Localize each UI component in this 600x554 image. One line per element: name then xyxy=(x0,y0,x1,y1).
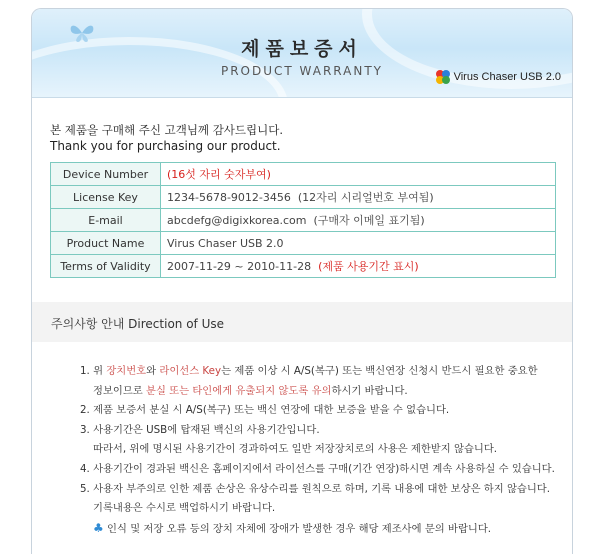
thanks-en: Thank you for purchasing our product. xyxy=(50,139,281,153)
list-item xyxy=(80,362,550,382)
warranty-header xyxy=(32,9,572,98)
thanks-message xyxy=(50,122,283,154)
item-number: 1. xyxy=(80,365,90,377)
list-item-continuation: 따라서, 위에 명시된 사용기간이 경과하여도 일반 저장장치로의 사용은 제한받지 않습니다. xyxy=(93,443,498,456)
email-label: E-mail xyxy=(51,209,161,232)
direction-list xyxy=(80,362,555,539)
device-number-label: Device Number xyxy=(51,163,161,186)
page-subtitle: PRODUCT WARRANTY xyxy=(220,64,384,78)
item-text: 하시기 바랍니다. xyxy=(331,384,408,397)
product-info-table xyxy=(50,162,556,278)
product-name-text: Virus Chaser USB 2.0 xyxy=(167,236,284,250)
email-text: abcdefg@digixkorea.com xyxy=(167,214,307,227)
validity-value xyxy=(161,255,556,278)
notice-item xyxy=(80,519,550,540)
email-note: (구매자 이메일 표기됨) xyxy=(313,214,425,227)
validity-text: 2007-11-29 ~ 2010-11-28 xyxy=(167,260,312,273)
item-text: 는 제품 이상 시 A/S(복구) 또는 백신연장 신청시 반드시 필요한 중요한 xyxy=(221,365,538,377)
table-row xyxy=(51,232,556,255)
item-text: 와 xyxy=(146,365,160,377)
product-name-label: Product Name xyxy=(51,232,161,255)
list-item-continuation: 기록내용은 수시로 백업하시기 바랍니다. xyxy=(93,502,276,515)
virus-chaser-logo-icon xyxy=(435,69,451,85)
highlight-text: 라이선스 Key xyxy=(159,365,222,377)
list-item-continuation xyxy=(80,382,550,402)
table-row xyxy=(51,163,556,186)
item-text: 위 xyxy=(93,365,107,377)
device-number-value xyxy=(161,163,556,186)
thanks-ko: 본 제품을 구매해 주신 고객님께 감사드립니다. xyxy=(50,123,284,137)
warranty-card xyxy=(31,8,573,554)
license-key-text: 1234-5678-9012-3456 xyxy=(167,191,291,204)
device-number-note: (16섯 자리 숫자부여) xyxy=(167,168,271,181)
license-key-note: (12자리 시리얼번호 부여됨) xyxy=(297,191,434,204)
brand-badge xyxy=(435,69,561,85)
validity-label: Terms of Validity xyxy=(51,255,161,278)
direction-title: 주의사항 안내 Direction of Use xyxy=(51,317,225,331)
notice-text: 인식 및 저장 오류 등의 장치 자체에 장애가 발생한 경우 해당 제조사에 문의 바랍니다. xyxy=(107,522,492,535)
table-row xyxy=(51,255,556,278)
clover-icon: ♣ xyxy=(93,520,104,535)
list-item: 4. 사용기간이 경과된 백신은 홈페이지에서 라이선스를 구매(기간 연장)하시면 계속 사용하실 수 있습니다. xyxy=(80,462,555,475)
list-item: 5. 사용자 부주의로 인한 제품 손상은 유상수리를 원칙으로 하며, 기록 내용에 대한 보상은 하지 않습니다. xyxy=(80,482,551,495)
table-row xyxy=(51,186,556,209)
list-item: 3. 사용기간은 USB에 탑재된 백신의 사용기간입니다. xyxy=(80,423,320,436)
list-item: 2. 제품 보증서 분실 시 A/S(복구) 또는 백신 연장에 대한 보증을 받을 수 없습니다. xyxy=(80,404,450,417)
direction-section-header xyxy=(32,302,572,342)
brand-name: Virus Chaser USB 2.0 xyxy=(453,71,561,83)
license-key-label: License Key xyxy=(51,186,161,209)
highlight-text: 분실 또는 타인에게 유출되지 않도록 유의 xyxy=(146,384,332,397)
highlight-text: 장치번호 xyxy=(106,365,147,377)
page-title: 제품보증서 xyxy=(241,38,363,60)
validity-note: (제품 사용기간 표시) xyxy=(318,260,419,273)
item-text: 정보이므로 xyxy=(93,384,147,397)
license-key-value xyxy=(161,186,556,209)
table-row xyxy=(51,209,556,232)
product-name-value xyxy=(161,232,556,255)
email-value xyxy=(161,209,556,232)
